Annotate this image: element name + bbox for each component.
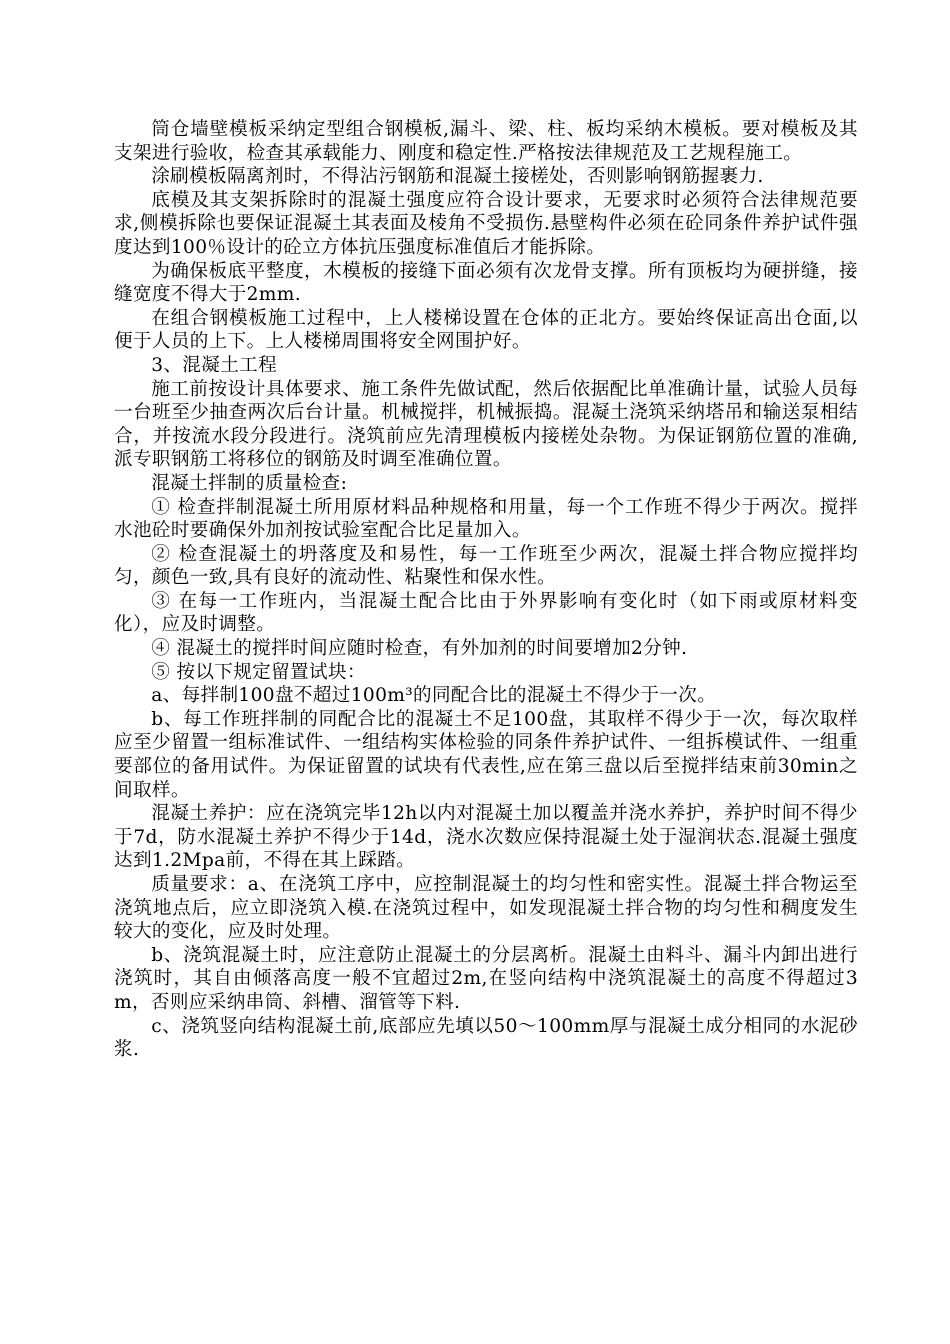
document-body (114, 118, 858, 1062)
paragraph-formwork-material: 筒仓墙壁模板采纳定型组合钢模板,漏斗、梁、柱、板均采纳木模板。要对模板及其支架进行验收，检查其承载能力、刚度和稳定性.严格按法律规范及工艺规程施工。 (114, 119, 858, 164)
list-item-2: ② 检查混凝土的坍落度及和易性，每一工作班至少两次，混凝土拌合物应搅拌均匀，颜色一致,具有良好的流动性、粘聚性和保水性。 (114, 543, 858, 589)
list-item-5: ⑤ 按以下规定留置试块： (151, 661, 366, 683)
paragraph-mortar-base: c、浇筑竖向结构混凝土前,底部应先填以50～100mm厚与混凝土成分相同的水泥砂浆. (114, 1015, 858, 1061)
list-item-4: ④ 混凝土的搅拌时间应随时检查，有外加剂的时间要增加2分钟. (151, 638, 688, 660)
sub-item-b: b、每工作班拌制的同配合比的混凝土不足100盘，其取样不得少于一次，每次取样应至少留置一组标准试件、一组结构实体检验的同条件养护试件、一组拆模试件、一组重要部位的备用试件。为保证留置的试块有代表性,应在第三盘以后至搅拌结束前30min之间取样。 (114, 708, 858, 801)
paragraph-segregation: b、浇筑混凝土时，应注意防止混凝土的分层离析。混凝土由料斗、漏斗内卸出进行浇筑时，其自由倾落高度一般不宜超过2m,在竖向结构中浇筑混凝土的高度不得超过3m，否则应采纳串筒、斜槽、溜管等下料. (114, 944, 858, 1013)
section-heading-concrete: 3、混凝土工程 (151, 354, 278, 376)
list-item-3: ③ 在每一工作班内，当混凝土配合比由于外界影响有变化时（如下雨或原材料变化），应及时调整。 (114, 590, 858, 636)
paragraph-formwork-removal: 底模及其支架拆除时的混凝土强度应符合设计要求，无要求时必须符合法律规范要求,侧模拆除也要保证混凝土其表面及棱角不受损伤.悬壁构件必须在砼同条件养护试件强度达到100％设计的砼立方体抗压强度标准值后才能拆除。 (114, 189, 858, 258)
sub-item-a: a、每拌制100盘不超过100m³的同配合比的混凝土不得少于一次。 (151, 685, 717, 707)
list-item-1: ① 检查拌制混凝土所用原材料品种规格和用量，每一个工作班不得少于两次。搅拌水池砼时要确保外加剂按试验室配合比足量加入。 (114, 496, 858, 542)
paragraph-curing: 混凝土养护：应在浇筑完毕12h以内对混凝土加以覆盖并浇水养护，养护时间不得少于7d，防水混凝土养护不得少于14d，浇水次数应保持混凝土处于湿润状态.混凝土强度达到1.2Mpa前，不得在其上踩踏。 (114, 803, 858, 872)
paragraph-trial-mix: 施工前按设计具体要求、施工条件先做试配，然后依据配比单准确计量，试验人员每一台班至少抽查两次后台计量。机械搅拌，机械振捣。混凝土浇筑采纳塔吊和输送泵相结合，并按流水段分段进行。浇筑前应先清理模板内接槎处杂物。为保证钢筋位置的准确,派专职钢筋工将移位的钢筋及时调至准确位置。 (114, 378, 858, 471)
paragraph-stairs: 在组合钢模板施工过程中，上人楼梯设置在仓体的正北方。要始终保证高出仓面,以便于人员的上下。上人楼梯周围将安全网围护好。 (114, 307, 858, 353)
paragraph-board-flatness: 为确保板底平整度，木模板的接缝下面必须有次龙骨支撑。所有顶板均为硬拼缝，接缝宽度不得大于2mm. (114, 260, 858, 306)
paragraph-mixing-quality-check: 混凝土拌制的质量检查: (151, 472, 348, 494)
paragraph-release-agent: 涂刷模板隔离剂时，不得沾污钢筋和混凝土接槎处，否则影响钢筋握裹力. (151, 166, 764, 188)
paragraph-quality-requirements: 质量要求：a、在浇筑工序中，应控制混凝土的均匀性和密实性。混凝土拌合物运至浇筑地点后，应立即浇筑入模.在浇筑过程中，如发现混凝土拌合物的均匀性和稠度发生较大的变化，应及时处理。 (114, 874, 858, 943)
